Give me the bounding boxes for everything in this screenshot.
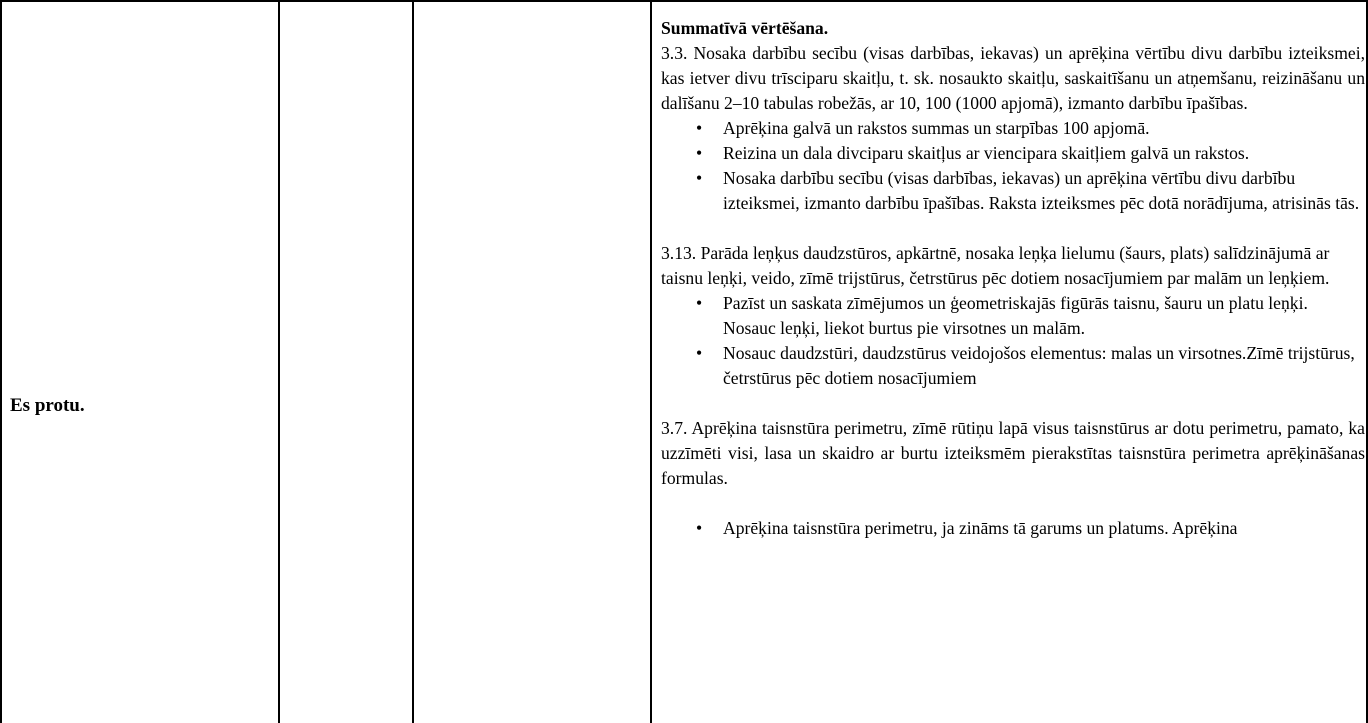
bullet-list xyxy=(661,116,1365,216)
list-item: • Aprēķina galvā un rakstos summas un starpības 100 apjomā. xyxy=(723,116,1365,141)
column-divider xyxy=(278,0,280,723)
section-heading: Summatīvā vērtēšana. xyxy=(661,18,829,38)
table-left-border xyxy=(0,0,2,723)
spacer xyxy=(661,491,1365,516)
table-top-border xyxy=(0,0,1368,2)
column-divider xyxy=(650,0,652,723)
spacer xyxy=(661,391,1365,416)
section-text: 3.13. Parāda leņķus daudzstūros, apkārtnē, nosaka leņķa lielumu (šaurs, plats) salīdzinājumā ar taisnu leņķi, veido, zīmē trijstūrus, četrstūrus pēc dotiem nosacījumiem par malām un leņķiem. xyxy=(661,243,1330,288)
spacer xyxy=(661,216,1365,241)
list-item: • Nosauc daudzstūri, daudzstūrus veidojošos elementus: malas un virsotnes.Zīmē trijstūrus, četrstūrus pēc dotiem nosacījumiem xyxy=(723,341,1365,391)
bullet-list xyxy=(661,291,1365,391)
row-label: Es protu. xyxy=(10,395,85,416)
section-text: 3.7. Aprēķina taisnstūra perimetru, zīmē rūtiņu lapā visus taisnstūrus ar dotu perimetru, pamato, ka uzzīmēti visi, lasa un skaidro ar burtu izteiksmēm pierakstītas taisnstūra perimetra aprēķināšanas formulas. xyxy=(661,418,1365,488)
list-item: • Reizina un dala divciparu skaitļus ar viencipara skaitļiem galvā un rakstos. xyxy=(723,141,1365,166)
section-text: 3.3. Nosaka darbību secību (visas darbības, iekavas) un aprēķina vērtību divu darbību izteiksmei, kas ietver divu trīsciparu skaitļu, t. sk. nosaukto skaitļu, saskaitīšanu un atņemšanu, reizināšanu un dalīšanu 2–10 tabulas robežās, ar 10, 100 (1000 apjomā), izmanto darbību īpašības. xyxy=(661,43,1365,113)
list-item: • Pazīst un saskata zīmējumos un ģeometriskajās figūrās taisnu, šauru un platu leņķi. Nosauc leņķi, liekot burtus pie virsotnes un malām. xyxy=(723,291,1365,341)
content-cell xyxy=(661,16,1365,541)
list-item: • Nosaka darbību secību (visas darbības, iekavas) un aprēķina vērtību divu darbību izteiksmei, izmanto darbību īpašības. Raksta izteiksmes pēc dotā norādījuma, atrisinās tās. xyxy=(723,166,1365,216)
bullet-list xyxy=(661,516,1365,541)
list-item: • Aprēķina taisnstūra perimetru, ja zināms tā garums un platums. Aprēķina xyxy=(723,516,1365,541)
column-divider xyxy=(412,0,414,723)
